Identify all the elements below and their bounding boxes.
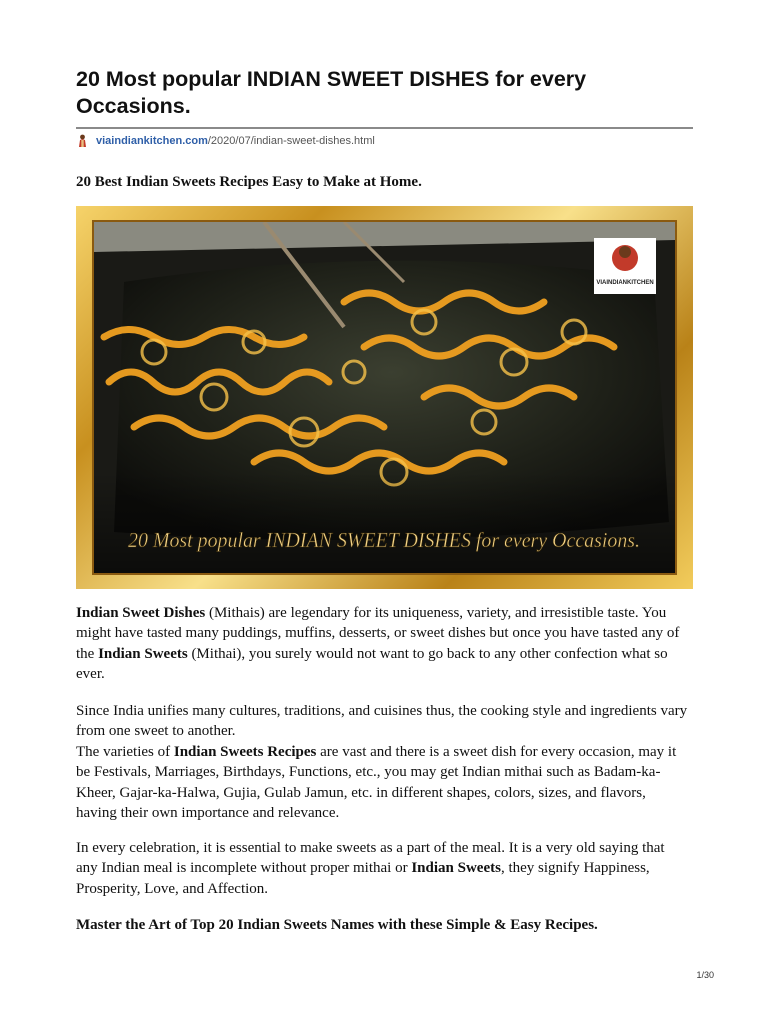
- page-title: 20 Most popular INDIAN SWEET DISHES for every Occasions.: [76, 67, 587, 118]
- bold-term: Indian Sweet Dishes: [76, 605, 206, 621]
- paragraph-text: , they signify Happiness, Prosperity, Love, and Affection.: [76, 860, 650, 897]
- bold-term: Indian Sweets: [98, 645, 188, 662]
- varieties-paragraph: [76, 701, 688, 823]
- section-heading: Master the Art of Top 20 Indian Sweets Names with these Simple & Easy Recipes.: [76, 917, 598, 933]
- celebration-paragraph: [76, 838, 688, 899]
- chef-figure-icon: [78, 134, 87, 148]
- bold-term: Indian Sweets Recipes: [173, 743, 317, 760]
- paragraph-text: (Mithais) are legendary for its uniqueness, variety, and irresistible taste. You might have tasted many puddings, muffins, desserts, or sweet dishes but once you have tasted any of the: [76, 605, 680, 662]
- paragraph-text: are vast and there is a sweet dish for every occasion, may it be Festivals, Marriages, Birthdays, Functions, etc., you may get Indian mithai such as Badam-ka-Kheer, Gajar-ka-Halwa, Gujia, Gulab Jamun, etc. in different shapes, colors, sizes, and flavors, having their own importance and relevance.: [76, 743, 677, 822]
- paragraph-text: Since India unifies many cultures, traditions, and cuisines thus, the cooking style and ingredients vary from one sweet to another.: [76, 703, 688, 740]
- hero-image-frame: [76, 206, 693, 589]
- paragraph-text: The varieties of: [76, 743, 174, 760]
- hero-image: [92, 220, 677, 575]
- subheading: 20 Best Indian Sweets Recipes Easy to Make at Home.: [76, 174, 422, 190]
- title-divider: [76, 127, 693, 129]
- paragraph-text: (Mithai), you surely would not want to go back to any other confection what so ever.: [76, 645, 668, 683]
- source-path[interactable]: /2020/07/indian-sweet-dishes.html: [207, 135, 375, 147]
- source-link[interactable]: [78, 132, 375, 150]
- bold-term: Indian Sweets: [411, 860, 501, 877]
- source-domain[interactable]: viaindiankitchen.com: [96, 135, 208, 147]
- paragraph-text: In every celebration, it is essential to make sweets as a part of the meal. It is a very old saying that any Indian meal is incomplete without proper mithai or: [76, 840, 665, 877]
- hero-caption: 20 Most popular INDIAN SWEET DISHES for every Occasions.: [128, 528, 640, 552]
- page-number: 1/30: [696, 970, 714, 980]
- logo-text: VIAINDIANKITCHEN: [596, 280, 654, 286]
- intro-paragraph: [76, 603, 688, 685]
